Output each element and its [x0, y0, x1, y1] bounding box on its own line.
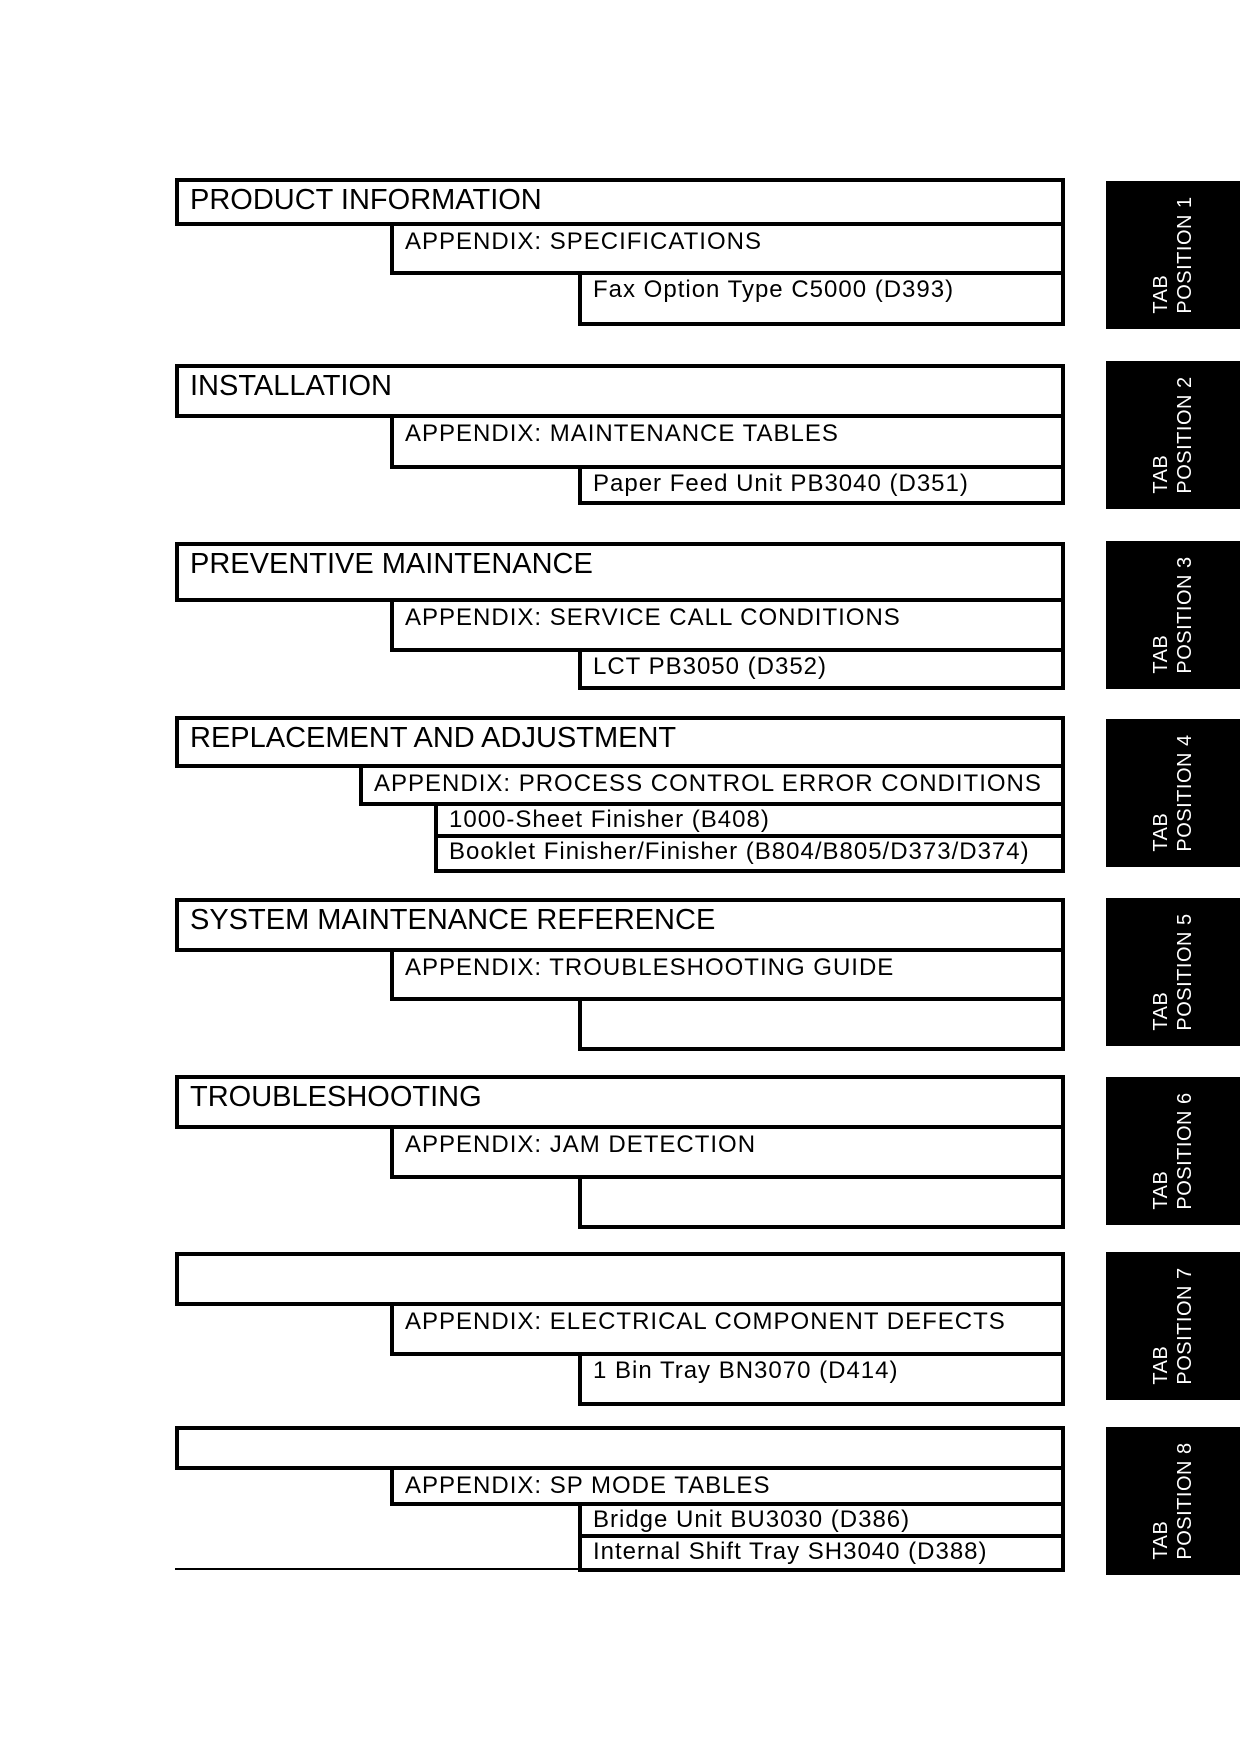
section-6-item-1[interactable] — [578, 1175, 1065, 1229]
section-3-item-1[interactable]: LCT PB3050 (D352) — [578, 648, 1065, 690]
tab-position-8[interactable] — [1106, 1427, 1240, 1575]
section-7-appendix[interactable]: APPENDIX: ELECTRICAL COMPONENT DEFECTS — [390, 1302, 1065, 1356]
section-3-appendix[interactable]: APPENDIX: SERVICE CALL CONDITIONS — [390, 598, 1065, 652]
section-8-appendix[interactable]: APPENDIX: SP MODE TABLES — [390, 1466, 1065, 1506]
tab-label: TAB — [1150, 812, 1172, 852]
tab-label: TAB — [1150, 1520, 1172, 1560]
section-2-title[interactable]: INSTALLATION — [175, 364, 1065, 418]
tab-position: POSITION 6 — [1174, 1092, 1196, 1210]
section-4-item-1[interactable]: 1000-Sheet Finisher (B408) — [434, 802, 1065, 838]
tab-position: POSITION 8 — [1174, 1442, 1196, 1560]
tab-label: TAB — [1150, 991, 1172, 1031]
tab-position: POSITION 1 — [1174, 196, 1196, 314]
section-5-title[interactable]: SYSTEM MAINTENANCE REFERENCE — [175, 898, 1065, 952]
tab-position: POSITION 2 — [1174, 376, 1196, 494]
tab-label: TAB — [1150, 1170, 1172, 1210]
tab-position: POSITION 5 — [1174, 913, 1196, 1031]
section-7-title[interactable] — [175, 1252, 1065, 1306]
section-3-title[interactable]: PREVENTIVE MAINTENANCE — [175, 542, 1065, 602]
section-8-title[interactable] — [175, 1426, 1065, 1470]
section-6-appendix[interactable]: APPENDIX: JAM DETECTION — [390, 1125, 1065, 1179]
section-8-item-2[interactable]: Internal Shift Tray SH3040 (D388) — [578, 1534, 1065, 1572]
tab-label: TAB — [1150, 1345, 1172, 1385]
tab-label: TAB — [1150, 274, 1172, 314]
tab-position: POSITION 7 — [1174, 1267, 1196, 1385]
tab-position-1[interactable] — [1106, 181, 1240, 329]
tab-position-6[interactable] — [1106, 1077, 1240, 1225]
tab-position-2[interactable] — [1106, 361, 1240, 509]
section-6-title[interactable]: TROUBLESHOOTING — [175, 1075, 1065, 1129]
section-5-appendix[interactable]: APPENDIX: TROUBLESHOOTING GUIDE — [390, 948, 1065, 1001]
section-1-item-1[interactable]: Fax Option Type C5000 (D393) — [578, 271, 1065, 326]
section-4-appendix[interactable]: APPENDIX: PROCESS CONTROL ERROR CONDITIONS — [359, 764, 1065, 806]
section-7-item-1[interactable]: 1 Bin Tray BN3070 (D414) — [578, 1352, 1065, 1406]
section-5-item-1[interactable] — [578, 997, 1065, 1051]
tab-position: POSITION 3 — [1174, 556, 1196, 674]
section-4-title[interactable]: REPLACEMENT AND ADJUSTMENT — [175, 716, 1065, 768]
tab-label: TAB — [1150, 454, 1172, 494]
section-1-appendix[interactable]: APPENDIX: SPECIFICATIONS — [390, 222, 1065, 275]
tab-label: TAB — [1150, 634, 1172, 674]
section-2-item-1[interactable]: Paper Feed Unit PB3040 (D351) — [578, 465, 1065, 505]
tab-position-3[interactable] — [1106, 541, 1240, 689]
bottom-rule — [175, 1568, 580, 1570]
section-8-item-1[interactable]: Bridge Unit BU3030 (D386) — [578, 1502, 1065, 1538]
tab-position: POSITION 4 — [1174, 734, 1196, 852]
tab-position-7[interactable] — [1106, 1252, 1240, 1400]
section-1-title[interactable]: PRODUCT INFORMATION — [175, 178, 1065, 226]
tab-position-5[interactable] — [1106, 898, 1240, 1046]
section-2-appendix[interactable]: APPENDIX: MAINTENANCE TABLES — [390, 414, 1065, 469]
tab-position-4[interactable] — [1106, 719, 1240, 867]
section-4-item-2[interactable]: Booklet Finisher/Finisher (B804/B805/D373/D374) — [434, 834, 1065, 873]
